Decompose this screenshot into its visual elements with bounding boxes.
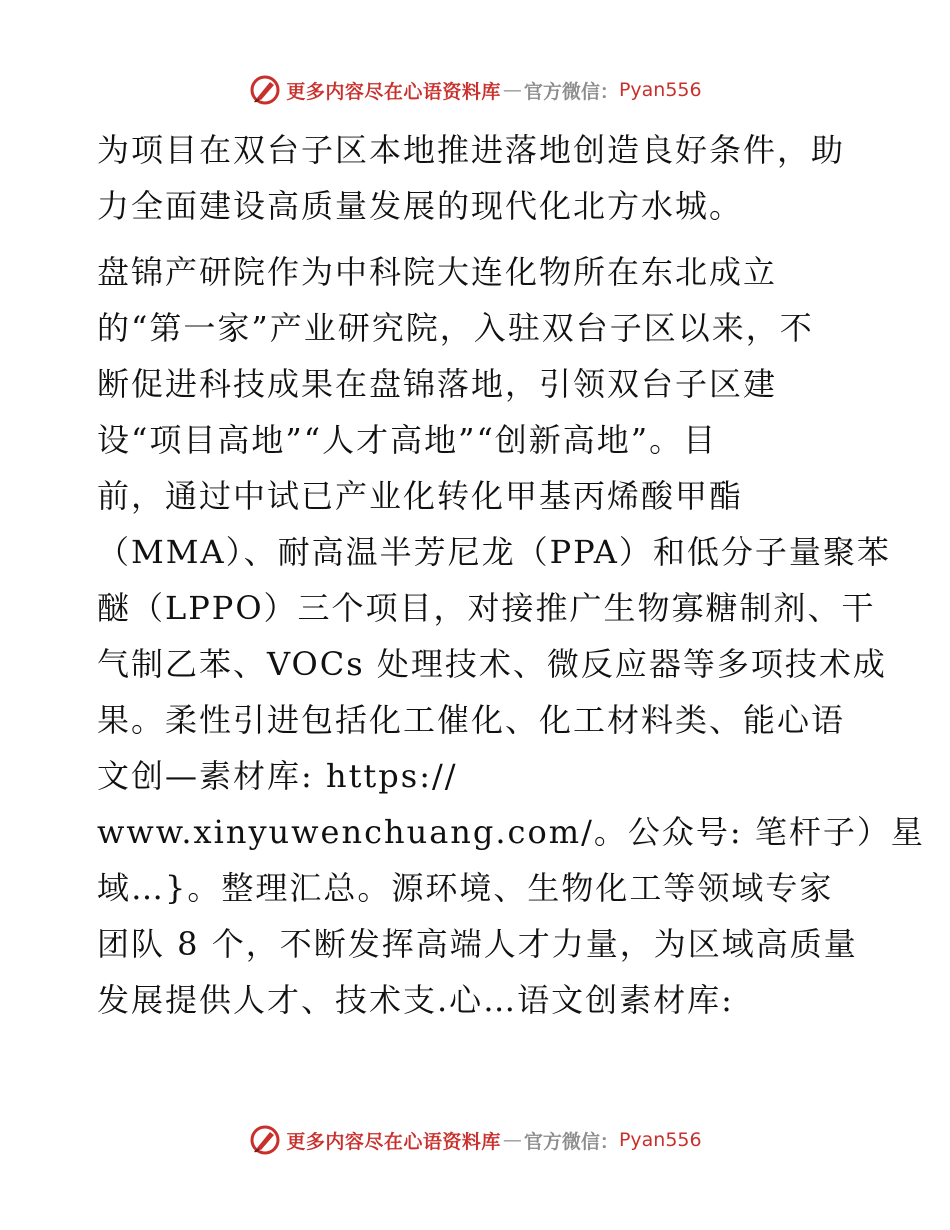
text-line: 发展提供人才、技术支.心…语文创素材库: xyxy=(97,981,734,1019)
text-line: 文创—素材库: https:// xyxy=(97,757,458,795)
text-line: 为项目在双台子区本地推进落地创造良好条件，助 xyxy=(97,131,846,169)
text-line: 果。柔性引进包括化工催化、化工材料类、能心语 xyxy=(97,701,846,739)
watermark-label-text: 官方微信： xyxy=(523,1130,619,1153)
watermark-wechat-handle: Pyan556 xyxy=(618,1129,702,1151)
brush-seal-icon xyxy=(248,1123,282,1157)
watermark-wechat-handle: Pyan556 xyxy=(618,79,702,101)
brush-seal-icon xyxy=(248,73,282,107)
watermark-brand-text: 更多内容尽在心语资料库 xyxy=(286,80,501,103)
text-line: 团队 8 个，不断发挥高端人才力量，为区域高质量 xyxy=(97,925,858,963)
header-watermark-banner xyxy=(0,70,950,110)
watermark-brand-text: 更多内容尽在心语资料库 xyxy=(286,1130,501,1153)
text-line: 域…}。整理汇总。源环境、生物化工等领域专家 xyxy=(97,869,834,907)
text-line: 断促进科技成果在盘锦落地，引领双台子区建 xyxy=(97,365,778,403)
text-line: www.xinyuwenchuang.com/。公众号: 笔杆子）星 xyxy=(97,813,925,851)
text-line: 设“项目高地”“人才高地”“创新高地”。目 xyxy=(97,421,718,459)
watermark-label-text: 官方微信： xyxy=(523,80,619,103)
footer-watermark-banner xyxy=(0,1120,950,1160)
text-line: 前，通过中试已产业化转化甲基丙烯酸甲酯 xyxy=(97,477,744,515)
text-line: 醚（LPPO）三个项目，对接推广生物寡糖制剂、干 xyxy=(97,589,876,627)
text-line: 气制乙苯、VOCs 处理技术、微反应器等多项技术成 xyxy=(97,645,887,683)
document-body xyxy=(97,122,925,1028)
text-line: （MMA）、耐高温半芳尼龙（PPA）和低分子量聚苯 xyxy=(97,533,891,571)
text-line: 力全面建设高质量发展的现代化北方水城。 xyxy=(97,187,744,225)
watermark-dash: — xyxy=(502,1129,522,1151)
text-line: 的“第一家”产业研究院，入驻双台子区以来，不 xyxy=(97,309,814,347)
watermark-dash: — xyxy=(502,79,522,101)
text-line: 盘锦产研院作为中科院大连化物所在东北成立 xyxy=(97,253,778,291)
